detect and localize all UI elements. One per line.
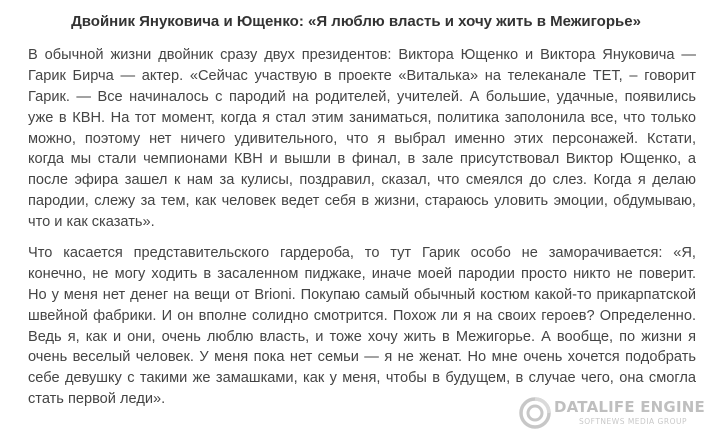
paragraph-line: после эфира зашел к нам за кулисы, поздравил, сказал, что смеялся до слез. Когда я делаю xyxy=(28,172,696,189)
paragraph-line: Но у меня нет денег на вещи от Brioni. Покупаю самый обычный костюм какой-то прикарпатской xyxy=(28,286,696,303)
watermark-brand: DATALIFE ENGINE xyxy=(554,398,705,416)
paragraph-line: уже в КВН. На тот момент, когда я стал этим заниматься, политика заполонила все, что только xyxy=(28,109,696,126)
datalife-watermark xyxy=(519,395,705,435)
paragraph-line: можно, поэтому нет ничего удивительного, что я выбрал именно этих персонажей. Кстати, xyxy=(28,130,696,147)
paragraph-line: швейной фабрики. И он вполне солидно смотрится. Похож ли я на своих героев? Определенно. xyxy=(28,307,696,324)
paragraph-line: стать первой леди». xyxy=(28,391,166,408)
paragraph-line: Гарик. — Все начиналось с пародий на родителей, учителей. А большие, удачные, появились xyxy=(28,88,696,105)
article-paragraph-1 xyxy=(28,45,696,233)
paragraph-line: когда мы стали чемпионами КВН и вышли в финал, в зале присутствовал Виктор Ющенко, а xyxy=(28,151,696,168)
article-title: Двойник Януковича и Ющенко: «Я люблю власть и хочу жить в Межигорье» xyxy=(71,13,641,30)
paragraph-line: себе девушку с такими же замашками, как у меня, чтобы в будущем, в случае чего, она смогла xyxy=(28,370,696,387)
watermark-subtitle: SOFTNEWS MEDIA GROUP xyxy=(579,417,687,426)
paragraph-line: Гарик Бирча — актер. «Сейчас участвую в проекте «Виталька» на телеканале ТЕТ, – говорит xyxy=(28,67,696,84)
paragraph-line: конечно, не могу ходить в засаленном пиджаке, иначе моей пародии просто никто не поверит. xyxy=(28,265,696,282)
paragraph-line: Ведь я, как и они, очень люблю власть, и тоже хочу жить в Межигорье. А вообще, по жизни я xyxy=(28,328,696,345)
paragraph-line: пародии, слежу за тем, как человек ведет себя в жизни, стараюсь уловить эмоции, обдумываю, xyxy=(28,193,696,210)
paragraph-line: В обычной жизни двойник сразу двух президентов: Виктора Ющенко и Виктора Януковича — xyxy=(28,47,696,63)
datalife-logo-icon xyxy=(519,397,551,429)
paragraph-line: что и как сказать». xyxy=(28,214,155,231)
paragraph-line: очень веселый человек. У меня пока нет семьи — я не женат. Но мне очень хочется подобрать xyxy=(28,349,696,366)
paragraph-line: Что касается представительского гардероба, то тут Гарик особо не заморачивается: «Я, xyxy=(28,245,696,261)
article-paragraph-2 xyxy=(28,243,696,410)
